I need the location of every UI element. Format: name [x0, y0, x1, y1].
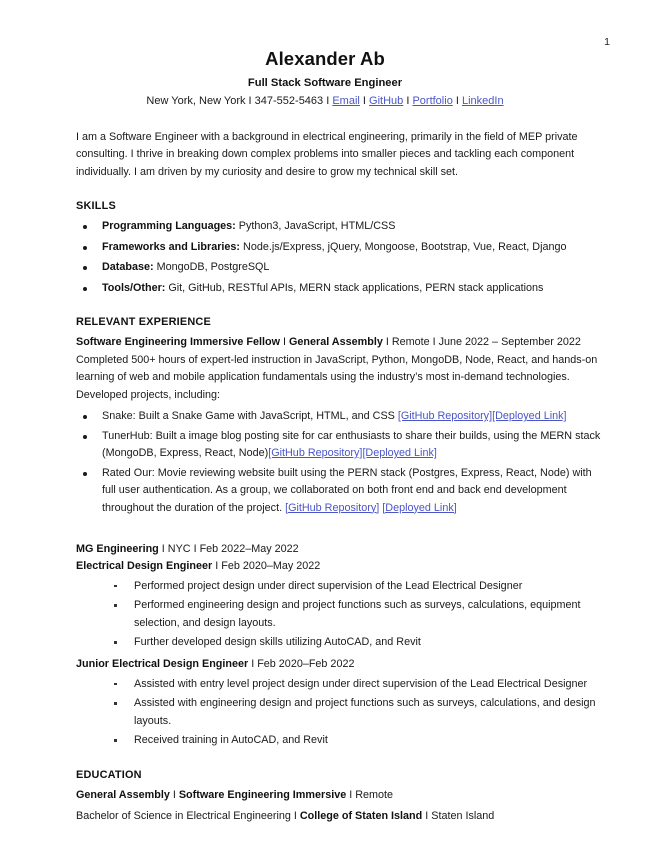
experience-entry-mg	[76, 541, 602, 750]
list-item: Further developed design skills utilizing AutoCAD, and Revit	[76, 634, 602, 651]
experience-entry-header-ga	[76, 334, 602, 351]
contact-separator-4: I	[403, 95, 413, 107]
experience-description-ga: Completed 500+ hours of expert-led instruction in JavaScript, Python, MongoDB, Node, React, and hands-on learning of web and mobile application fundamentals using the industry’s most in-demand technologies. Developed projects, including:	[76, 353, 598, 401]
job-meta: I Remote I June 2022 – September 2022	[382, 336, 581, 349]
section-heading-experience: RELEVANT EXPERIENCE	[76, 316, 211, 329]
contact-separator-5: I	[452, 95, 462, 107]
project-text: Rated Our: Movie reviewing website built using the PERN stack (Postgres, Express, React, Node) with full user authentication. As a group, we collaborated on both front end and back end development throughout the duration of the project.	[102, 466, 592, 514]
skill-label: Database:	[102, 261, 154, 274]
list-item	[76, 408, 602, 425]
projects-list	[76, 408, 602, 517]
contact-separator-3: I	[359, 95, 370, 107]
education-meta: I Remote	[346, 788, 394, 801]
skill-label: Tools/Other:	[102, 281, 166, 294]
education-meta: I Staten Island	[422, 809, 495, 822]
education-entry-1	[76, 787, 602, 804]
skill-label: Frameworks and Libraries:	[102, 240, 241, 253]
list-item: Assisted with entry level project design under direct supervision of the Lead Electrical Designer	[76, 676, 602, 693]
education-school: College of Staten Island	[299, 809, 423, 822]
link-github-repository[interactable]: [GitHub Repository]	[397, 410, 493, 423]
link-github-repository[interactable]: [GitHub Repository]	[285, 501, 380, 514]
resume-body	[40, 200, 610, 825]
contact-separator-1: I	[245, 95, 255, 107]
skill-value: Node.js/Express, jQuery, Mongoose, Bootstrap, Vue, React, Django	[240, 240, 567, 253]
project-text: Snake: Built a Snake Game with JavaScript, HTML, and CSS	[102, 410, 398, 423]
link-github-repository[interactable]: [GitHub Repository]	[268, 447, 363, 460]
skills-list	[76, 218, 602, 297]
skill-label: Programming Languages:	[102, 220, 236, 233]
entry-separator: I	[169, 788, 179, 801]
job-meta: I Feb 2020–Feb 2022	[248, 658, 355, 671]
list-item	[76, 239, 602, 256]
contact-separator-2: I	[323, 95, 333, 107]
list-item	[76, 259, 602, 276]
education-degree: Bachelor of Science in Electrical Engineering I	[76, 809, 300, 822]
candidate-title: Full Stack Software Engineer	[247, 77, 403, 89]
link-deployed[interactable]: [Deployed Link]	[382, 501, 457, 514]
list-item	[76, 428, 602, 463]
section-heading-education: EDUCATION	[76, 768, 142, 781]
job-role: Junior Electrical Design Engineer	[76, 658, 249, 671]
project-text: TunerHub: Built a image blog posting site for car enthusiasts to share their builds, using the MERN stack (MongoDB, Express, React, Node)	[102, 429, 601, 460]
skill-value: Git, GitHub, RESTful APIs, MERN stack applications, PERN stack applications	[165, 281, 544, 294]
job-role: Software Engineering Immersive Fellow	[76, 336, 280, 349]
job-company: MG Engineering	[76, 543, 159, 556]
link-email[interactable]: Email	[332, 95, 360, 107]
duties-list-junior	[76, 676, 602, 750]
page-number: 1	[604, 36, 610, 48]
role-line-senior	[76, 558, 602, 575]
list-item: Received training in AutoCAD, and Revit	[76, 732, 602, 749]
list-item: Performed project design under direct supervision of the Lead Electrical Designer	[76, 578, 602, 595]
link-deployed[interactable]: [Deployed Link]	[492, 410, 567, 423]
list-item	[76, 465, 602, 517]
duties-list-senior	[76, 578, 602, 652]
professional-summary: I am a Software Engineer with a background in electrical engineering, primarily in the field of MEP private consulting. I thrive in breaking down complex problems into smaller pieces and tackling each component individually. I am driven by my curiosity and desire to grow my technical skill set.	[76, 131, 578, 178]
education-program: Software Engineering Immersive	[178, 788, 347, 801]
link-deployed[interactable]: [Deployed Link]	[362, 447, 437, 460]
job-company: General Assembly	[289, 336, 383, 349]
job-meta: I NYC I Feb 2022–May 2022	[158, 543, 299, 556]
list-item: Performed engineering design and project functions such as surveys, calculations, equipment selection, and design layouts.	[76, 597, 602, 632]
resume-header	[40, 0, 610, 107]
education-entry-2	[76, 808, 602, 825]
contact-line	[40, 95, 610, 107]
list-item: Assisted with engineering design and project functions such as surveys, calculations, and design layouts.	[76, 695, 602, 730]
skill-value: MongoDB, PostgreSQL	[153, 261, 270, 274]
skill-value: Python3, JavaScript, HTML/CSS	[235, 220, 396, 233]
contact-phone: 347-552-5463	[254, 95, 324, 107]
employer-line	[76, 541, 602, 558]
link-github[interactable]: GitHub	[369, 95, 404, 107]
link-portfolio[interactable]: Portfolio	[412, 95, 453, 107]
candidate-name: Alexander Ab	[265, 48, 385, 69]
job-role: Electrical Design Engineer	[76, 560, 213, 573]
job-meta: I Feb 2020–May 2022	[212, 560, 321, 573]
entry-separator: I	[280, 336, 289, 349]
section-heading-skills: SKILLS	[76, 200, 116, 213]
list-item	[76, 218, 602, 235]
education-school: General Assembly	[76, 788, 170, 801]
list-item	[76, 280, 602, 297]
link-linkedin[interactable]: LinkedIn	[461, 95, 504, 107]
contact-location: New York, New York	[146, 95, 246, 107]
role-line-junior	[76, 656, 602, 673]
